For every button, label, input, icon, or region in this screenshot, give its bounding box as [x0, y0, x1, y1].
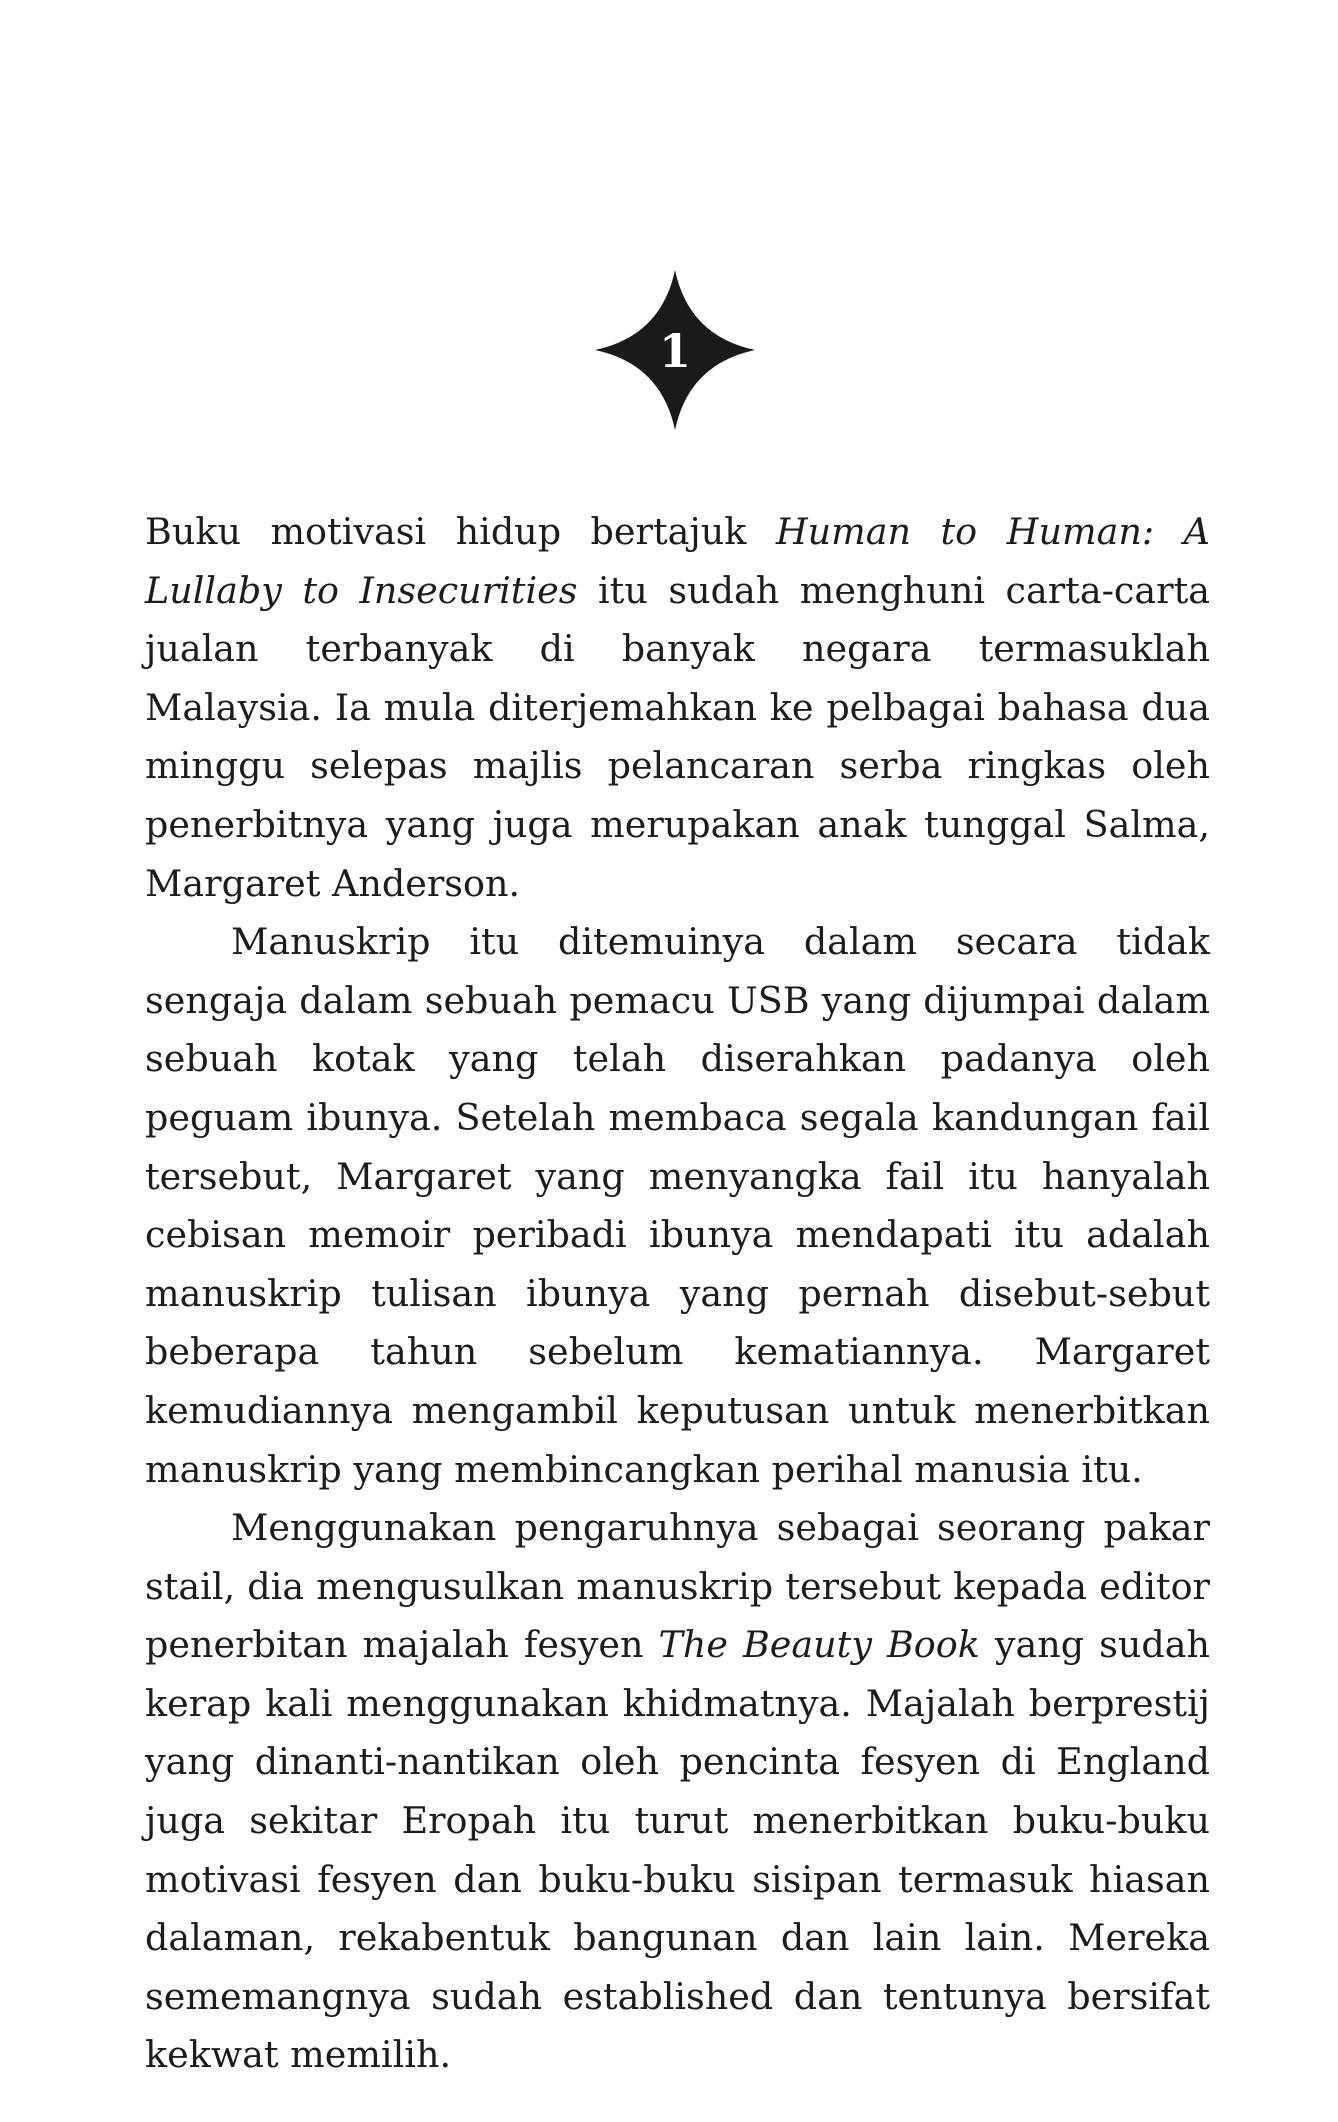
magazine-title-italic: The Beauty Book: [658, 1623, 980, 1667]
four-point-star-icon: [595, 270, 755, 430]
chapter-ornament: [595, 270, 755, 430]
chapter-body: [145, 503, 1210, 2085]
paragraph-1-text-a: Buku motivasi hidup bertajuk: [145, 510, 776, 553]
chapter-number: 1: [658, 324, 692, 378]
paragraph-3-text-a: Menggunakan pengaruhnya sebagai seorang pakar stail, dia mengusulkan manuskrip tersebut kepada editor penerbitan majalah fesyen: [145, 1506, 1210, 1667]
paragraph-3-text-b: yang sudah kerap kali menggunakan khidmatnya. Majalah berprestij yang dinanti-nantikan oleh pencinta fesyen di England juga sekitar Eropah itu turut menerbitkan buku-buku motivasi fesyen dan buku-buku sisipan termasuk hiasan dalaman, rekabentuk bangunan dan lain lain. Mereka sememangnya sudah established dan tentunya bersifat kekwat memilih.: [145, 1623, 1211, 2077]
paragraph-1: [145, 503, 1210, 913]
paragraph-1-text-b: itu sudah menghuni carta-carta jualan terbanyak di banyak negara termasuklah Malaysia. Ia mula diterjemahkan ke pelbagai bahasa dua minggu selepas majlis pelancaran serba ringkas oleh penerbitnya yang juga merupakan anak tunggal Salma, Margaret Anderson.: [145, 568, 1210, 905]
paragraph-3: [145, 1499, 1210, 2085]
book-title-italic: Human to Human: A Lullaby to Insecurities: [145, 510, 1210, 612]
paragraph-2: Manuskrip itu ditemuinya dalam secara tidak sengaja dalam sebuah pemacu USB yang dijumpai dalam sebuah kotak yang telah diserahkan padanya oleh peguam ibunya. Setelah membaca segala kandungan fail tersebut, Margaret yang menyangka fail itu hanyalah cebisan memoir peribadi ibunya mendapati itu adalah manuskrip tulisan ibunya yang pernah disebut-sebut beberapa tahun sebelum kematiannya. Margaret kemudiannya mengambil keputusan untuk menerbitkan manuskrip yang membincangkan perihal manusia itu.: [145, 920, 1210, 1491]
